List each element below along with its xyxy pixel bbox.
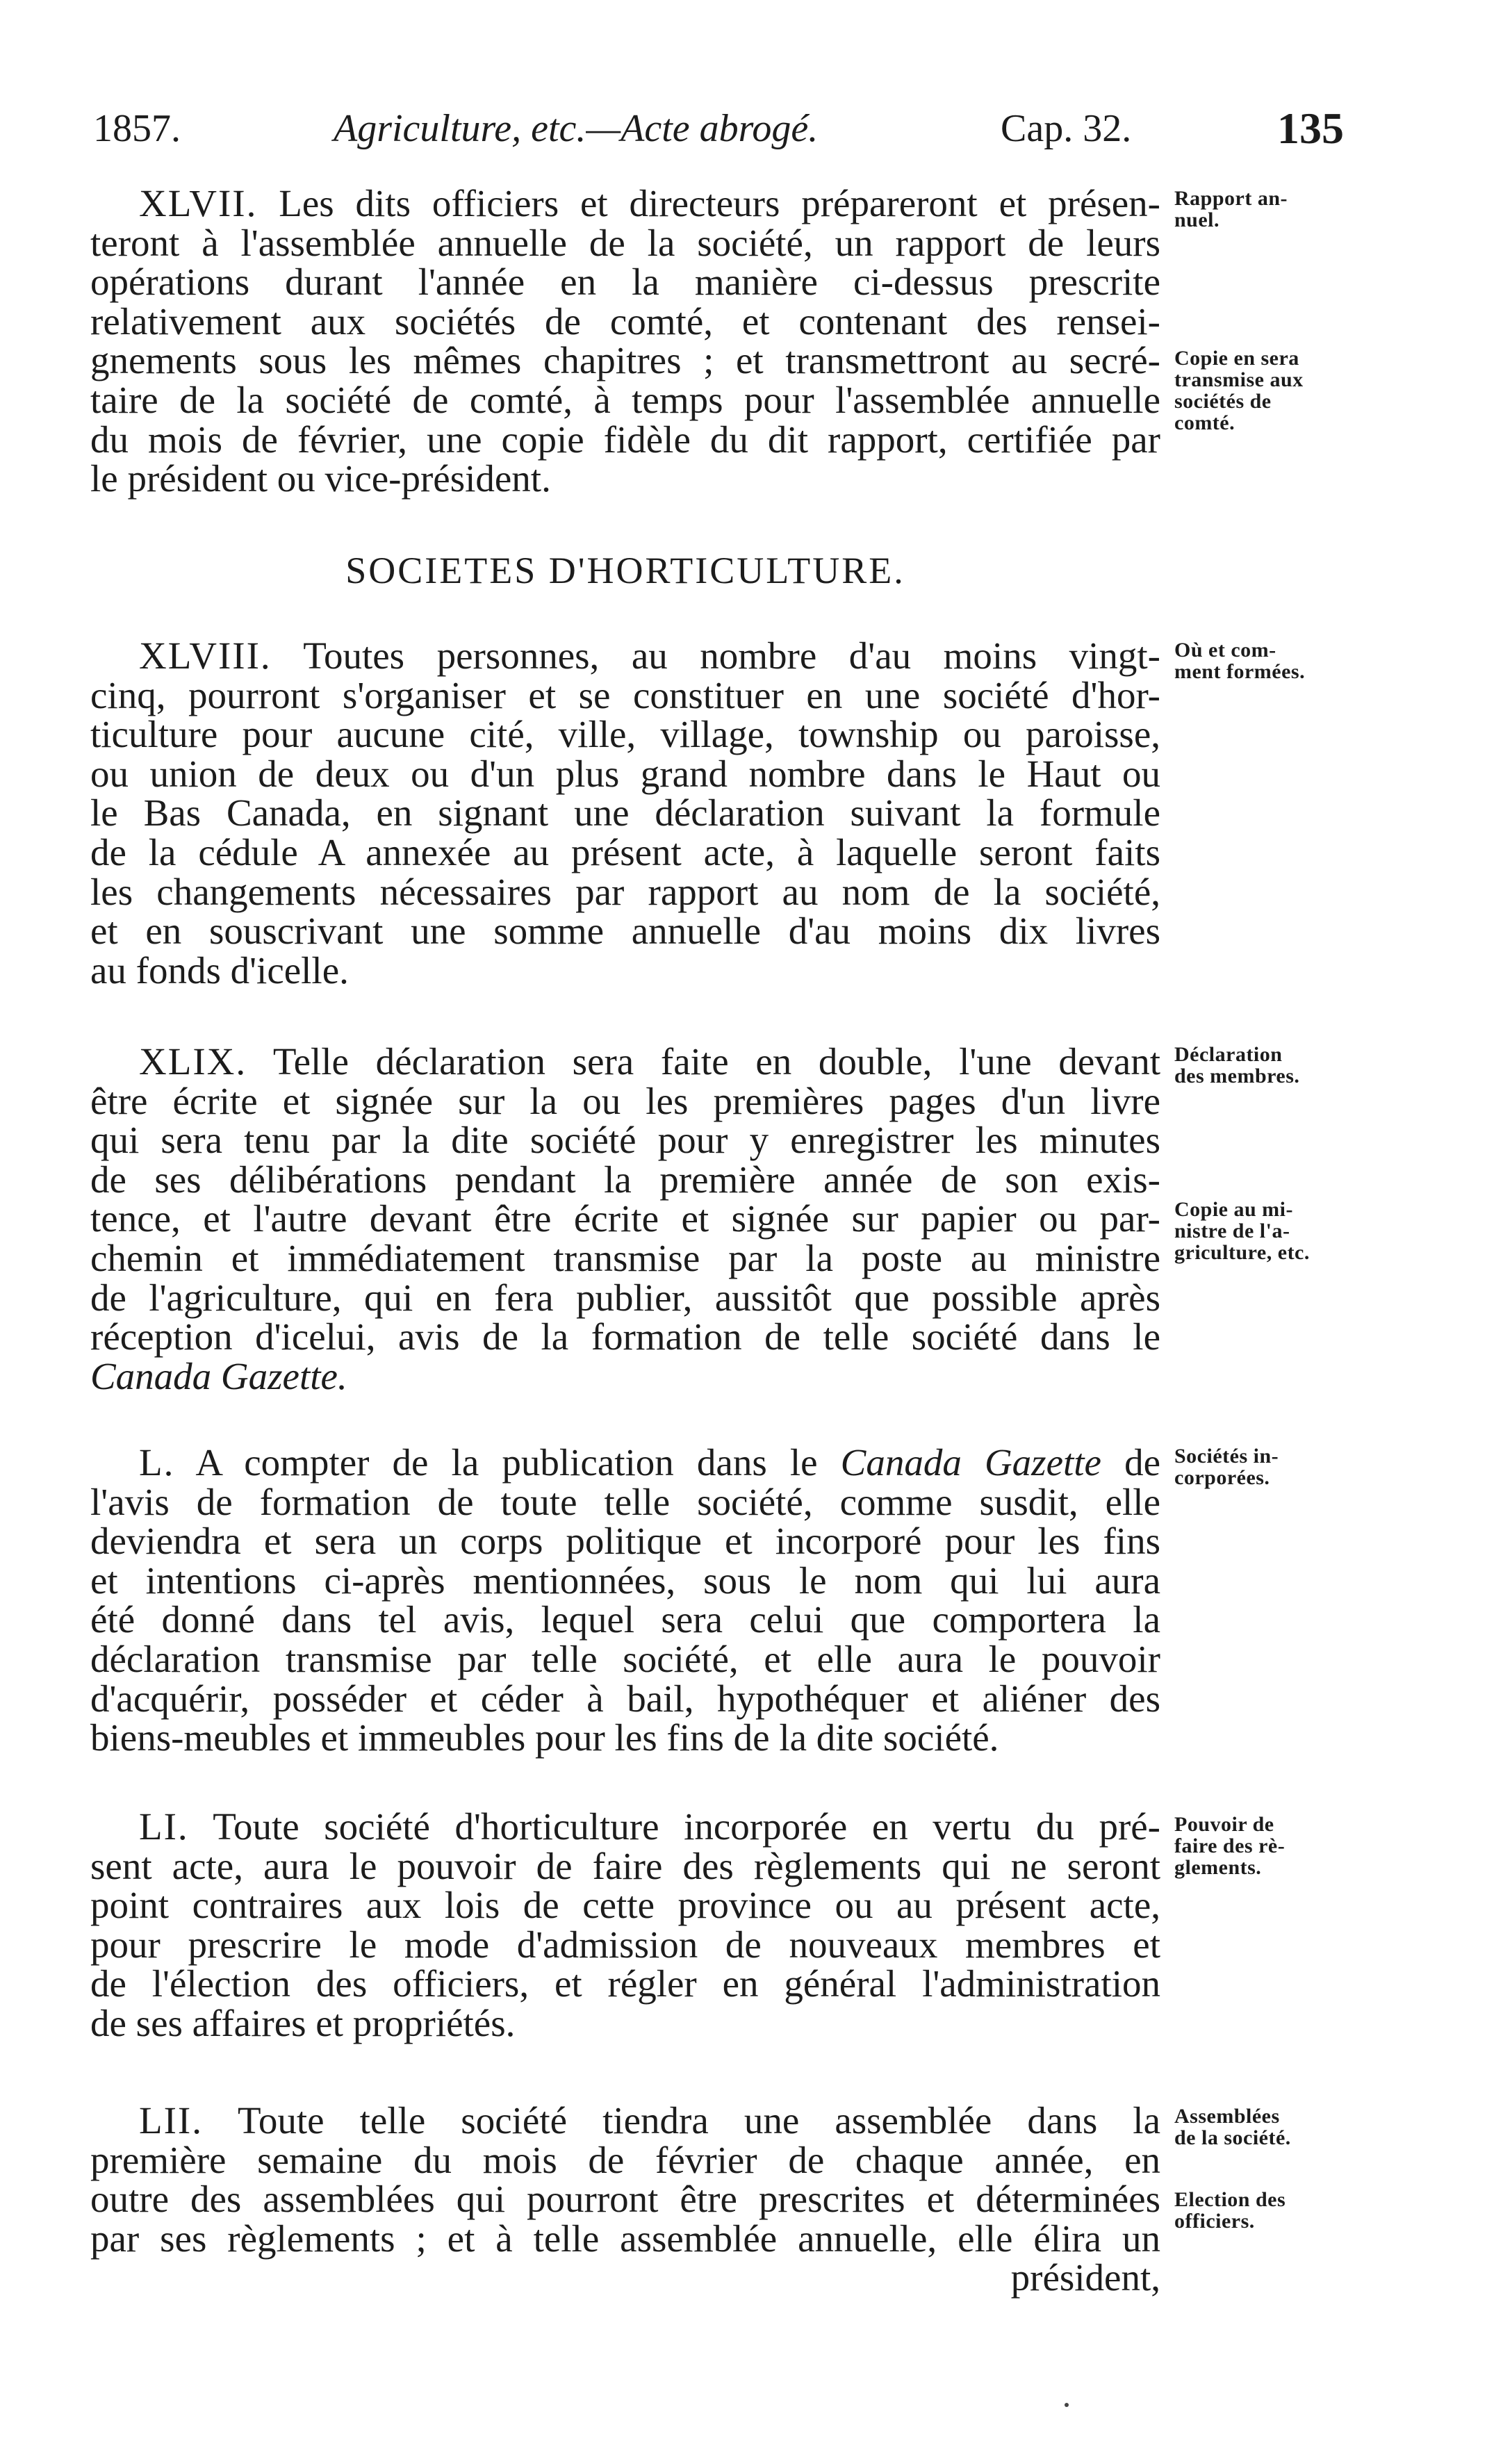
article-number: XLIX. bbox=[139, 1040, 247, 1083]
text-line: de ses délibérations pendant la première année de son exis- bbox=[90, 1158, 1160, 1201]
margin-note-copie: Copie en sera transmise aux sociétés de comté. bbox=[1174, 347, 1304, 434]
text-line: au fonds d'icelle. bbox=[90, 948, 349, 992]
paragraph-xlix bbox=[90, 1042, 1160, 1396]
text-line: de la cédule A annexée au présent acte, à laquelle seront faits bbox=[90, 830, 1160, 873]
paragraph-lii bbox=[90, 2101, 1160, 2298]
margin-note-incorporees: Sociétés in- corporées. bbox=[1174, 1445, 1279, 1489]
text-line: XLVIII. Toutes personnes, au nombre d'au moins vingt- bbox=[139, 634, 1160, 677]
margin-note-ministre: Copie au mi- nistre de l'a- griculture, etc. bbox=[1174, 1198, 1310, 1264]
text-line: le président ou vice-président. bbox=[90, 457, 551, 500]
text-line: taire de la société de comté, à temps pour l'assemblée annuelle bbox=[90, 378, 1160, 421]
text-line: XLIX. Telle déclaration sera faite en double, l'une devant bbox=[139, 1040, 1160, 1083]
text-line: relativement aux sociétés de comté, et contenant des rensei- bbox=[90, 299, 1160, 343]
page-number: 135 bbox=[1277, 104, 1344, 153]
gazette-title: Canada Gazette. bbox=[90, 1354, 347, 1397]
text-line: par ses règlements ; et à telle assemblée annuelle, elle élira un bbox=[90, 2217, 1160, 2260]
margin-note-formees: Où et com- ment formées. bbox=[1174, 639, 1306, 683]
paragraph-li bbox=[90, 1807, 1160, 2044]
text-line: tence, et l'autre devant être écrite et signée sur papier ou par- bbox=[90, 1197, 1160, 1240]
paragraph-l bbox=[90, 1443, 1160, 1758]
paragraph-xlviii bbox=[90, 636, 1160, 990]
margin-note-reglements: Pouvoir de faire des rè- glements. bbox=[1174, 1813, 1286, 1879]
text-line: LII. Toute telle société tiendra une assemblée dans la bbox=[139, 2099, 1160, 2142]
article-number: XLVII. bbox=[139, 182, 258, 224]
header-chapter: Cap. 32. bbox=[1001, 107, 1132, 150]
text-line: été donné dans tel avis, lequel sera celui que comportera la bbox=[90, 1598, 1160, 1641]
text-line: les changements nécessaires par rapport au nom de la société, bbox=[90, 870, 1160, 913]
text-line: cinq, pourront s'organiser et se constituer en une société d'hor- bbox=[90, 673, 1160, 716]
text-line: XLVII. Les dits officiers et directeurs prépareront et présen- bbox=[139, 182, 1160, 224]
text-line: qui sera tenu par la dite société pour y enregistrer les minutes bbox=[90, 1119, 1160, 1162]
text-line: chemin et immédiatement transmise par la poste au ministre bbox=[90, 1236, 1160, 1279]
text-line: de ses affaires et propriétés. bbox=[90, 2001, 516, 2044]
text-line: sent acte, aura le pouvoir de faire des règlements qui ne seront bbox=[90, 1844, 1160, 1887]
text-line: ou union de deux ou d'un plus grand nombre dans le Haut ou bbox=[90, 752, 1160, 795]
text-line: point contraires aux lois de cette province ou au présent acte, bbox=[90, 1884, 1160, 1927]
text-line: d'acquérir, posséder et céder à bail, hypothéquer et aliéner des bbox=[90, 1677, 1160, 1720]
text-line bbox=[90, 1354, 1160, 1397]
margin-note-declaration: Déclaration des membres. bbox=[1174, 1043, 1300, 1087]
text-line: teront à l'assemblée annuelle de la société, un rapport de leurs bbox=[90, 221, 1160, 264]
paragraph-xlvii bbox=[90, 184, 1160, 499]
margin-note-election: Election des officiers. bbox=[1174, 2188, 1286, 2233]
article-number: XLVIII. bbox=[139, 634, 272, 677]
article-number: LI. bbox=[139, 1805, 189, 1848]
text-line: l'avis de formation de toute telle société, comme susdit, elle bbox=[90, 1480, 1160, 1523]
text-line: outre des assemblées qui pourront être prescrites et déterminées bbox=[90, 2178, 1160, 2221]
section-title: SOCIETES D'HORTICULTURE. bbox=[345, 550, 905, 591]
text-line: réception d'icelui, avis de la formation de telle société dans le bbox=[90, 1315, 1160, 1358]
text-line: gnements sous les mêmes chapitres ; et transmettront au secré- bbox=[90, 339, 1160, 382]
gazette-title: Canada Gazette bbox=[840, 1441, 1101, 1484]
text-line: biens-meubles et immeubles pour les fins de la dite société. bbox=[90, 1716, 999, 1759]
text-line: pour prescrire le mode d'admission de nouveaux membres et bbox=[90, 1923, 1160, 1966]
text-line: être écrite et signée sur la ou les premières pages d'un livre bbox=[90, 1079, 1160, 1122]
margin-note-rapport: Rapport an- nuel. bbox=[1174, 187, 1288, 231]
text-line: de l'agriculture, qui en fera publier, aussitôt que possible après bbox=[90, 1276, 1160, 1319]
text-line: LI. Toute société d'horticulture incorporée en vertu du pré- bbox=[139, 1805, 1160, 1848]
header-title: Agriculture, etc.—Acte abrogé. bbox=[334, 107, 819, 150]
text-line: ticulture pour aucune cité, ville, village, township ou paroisse, bbox=[90, 713, 1160, 756]
article-number: LII. bbox=[139, 2099, 203, 2142]
text-line: deviendra et sera un corps politique et incorporé pour les fins bbox=[90, 1520, 1160, 1563]
text-line: L. A compter de la publication dans le Canada Gazette de bbox=[139, 1441, 1160, 1484]
text-line: et intentions ci-après mentionnées, sous le nom qui lui aura bbox=[90, 1559, 1160, 1602]
text-line: de l'élection des officiers, et régler en général l'administration bbox=[90, 1962, 1160, 2005]
print-speck bbox=[1065, 2403, 1069, 2407]
margin-note-assemblees: Assemblées de la société. bbox=[1174, 2105, 1291, 2149]
text-line: et en souscrivant une somme annuelle d'au moins dix livres bbox=[90, 910, 1160, 953]
text-line: première semaine du mois de février de chaque année, en bbox=[90, 2138, 1160, 2181]
text-line: déclaration transmise par telle société, et elle aura le pouvoir bbox=[90, 1637, 1160, 1680]
text-line: opérations durant l'année en la manière ci-dessus prescrite bbox=[90, 261, 1160, 304]
text-line: du mois de février, une copie fidèle du dit rapport, certifiée par bbox=[90, 418, 1160, 461]
article-number: L. bbox=[139, 1441, 175, 1484]
header-year: 1857. bbox=[93, 107, 181, 150]
text-line: le Bas Canada, en signant une déclaration suivant la formule bbox=[90, 791, 1160, 835]
catchword: président, bbox=[1010, 2256, 1160, 2299]
